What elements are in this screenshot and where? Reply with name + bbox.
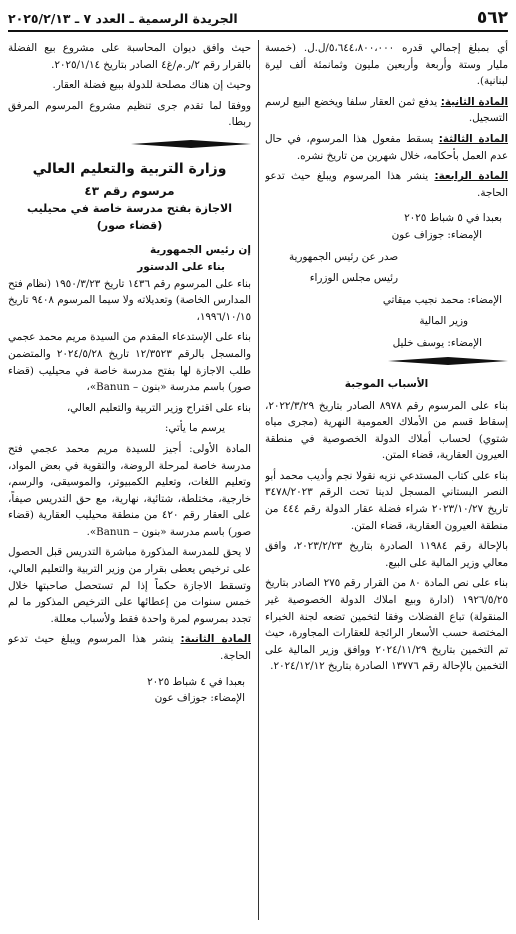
ministry-title: وزارة التربية والتعليم العالي <box>32 160 227 177</box>
continuation-paragraph: ووفقا لما تقدم جرى تنظيم مشروع المرسوم المرفق ربطا. <box>8 99 251 129</box>
article-2: المادة الثانية: ينشر هذا المرسوم ويبلغ حيث تدعو الحاجة. <box>8 633 251 663</box>
page-header <box>8 6 508 32</box>
decree-subject: الاجازة بفتح مدرسة خاصة في محيليب <box>27 201 232 215</box>
preamble-paragraph: بناء على المرسوم رقم ١٤٣٦ تاريخ ١٩٥٠/٣/٢٣ (نظام فتح المدارس الخاصة) وتعديلاته ولا سيما المرسوم ٩٤٠٨ تاريخ ١٩٩٦/١٠/١٥، <box>8 277 251 323</box>
decree-area: (قضاء صور) <box>96 218 163 232</box>
decrees-line: يرسم ما يأتي: <box>164 422 225 435</box>
decree-date: بعبدا في ٤ شباط ٢٠٢٥ <box>147 675 245 688</box>
president-line: إن رئيس الجمهورية <box>149 243 251 256</box>
president-signature: الإمضاء: جوزاف عون <box>391 228 482 241</box>
page-number: ٥٦٢ <box>476 8 508 28</box>
president-signature: الإمضاء: جوزاف عون <box>154 692 245 705</box>
article-label: المادة الثانية: <box>180 633 251 646</box>
reasons-paragraph: بناء على المرسوم رقم ٨٩٧٨ الصادر بتاريخ ٢٠٢٢/٣/٢٩، إسقاط قسم من الأملاك العمومية النهرية (مجرى مياه شتوي) لحساب أملاك الدولة الخصوصية في منطقة العيرون العقارية، قضاء المتن. <box>265 399 508 462</box>
amount-paragraph: أي بمبلغ إجمالي قدره ٥،٦٤٤،٨٠٠،٠٠٠/ل.ل. (خمسة مليار وستة وأربعة وأربعين مليون وثمانمئة ألف ليرة لبنانية). <box>265 42 508 88</box>
reasons-paragraph: بالإحالة رقم ١١٩٨٤ الصادرة بتاريخ ٢٠٢٣/٢/٢٣، وافق معالي وزير المالية على البيع. <box>265 540 508 569</box>
article-1: المادة الأولى: أجيز للسيدة مريم محمد عجمي فتح مدرسة خاصة لمرحلة الروضة، والتقوية في بعض المواد، وتعليم اللغات، وتعليم الكمبيوتر، والموسيقى، والرسم، خارجية، مختلطة، شتائية، نهارية، مع حق التدريس صيفاً، على العقار رقم ٤٢٠ من منطقة محيليب العقارية (قضاء صور) باسم مدرسة «بنون – Banun». <box>8 442 251 538</box>
gazette-title: الجريدة الرسمية ـ العدد ٧ ـ ٢٠٢٥/٢/١٣ <box>8 10 238 26</box>
preamble-paragraph: بناء على اقتراح وزير التربية والتعليم العالي، <box>66 401 251 414</box>
reasons-title: الأسباب الموجبة <box>344 377 429 390</box>
reasons-paragraph: بناء على نص المادة ٨٠ من القرار رقم ٢٧٥ الصادر بتاريخ ١٩٢٦/٥/٢٥ (ادارة وبيع املاك الدولة الخصوصية غير المنقولة) تباع الفضلات وفقا لتخمين تضعه لجنة الخبراء المختصة حسب الأسعار الرائجة للعقارات المجاورة، حيث تم التخمين بتاريخ ٢٠٢٤/١١/٢٩ ووافق وزير المالية على التخمين بالإحالة رقم ١٣٧٧٦ الصادرة بتاريخ ٢٠٢٤/١٢/١٢. <box>265 577 508 673</box>
decree-date: بعبدا في ٥ شباط ٢٠٢٥ <box>404 212 502 225</box>
article-label: المادة الثالثة: <box>438 132 508 145</box>
column-divider <box>258 40 259 920</box>
article-4: المادة الرابعة: ينشر هذا المرسوم ويبلغ حيث تدعو الحاجة. <box>265 170 508 199</box>
issued-by: صدر عن رئيس الجمهورية <box>288 250 398 263</box>
article-label: المادة الثانية: <box>440 95 508 108</box>
article-2: المادة الثانية: يدفع ثمن العقار سلفا ويخضع البيع لرسم التسجيل. <box>265 95 508 125</box>
continuation-paragraph: وحيث إن هناك مصلحة للدولة ببيع فضلة العقار. <box>52 79 251 92</box>
article-3: المادة الثالثة: يسقط مفعول هذا المرسوم، في حال عدم العمل بأحكامه، خلال شهرين من تاريخ نشره. <box>265 132 508 162</box>
pm-signature: الإمضاء: محمد نجيب ميقاتي <box>382 293 502 306</box>
preamble-paragraph: بناء على الإستدعاء المقدم من السيدة مريم محمد عجمي والمسجل بالرقم ١٢/٣٥٢٣ تاريخ ٢٠٢٤/٥/٢٨ والمتضمن طلب الاجازة لها بفتح مدرسة خاصة في محيليب (قضاء صور) باسم مدرسة «بنون – Banun»، <box>8 331 251 394</box>
article-1-continued: لا يحق للمدرسة المذكورة مباشرة التدريس قبل الحصول على ترخيص يعطى بقرار من وزير التربية والتعليم العالي، وتسقط الاجازة حكماً إذا لم تستحصل صاحبتها خلال خمس سنوات من إعطائها على الترخيص المذكور ما لم تجدد بمرسوم لمرة واحدة فقط ولأسباب معللة. <box>8 546 251 625</box>
article-label: المادة الرابعة: <box>434 170 508 183</box>
decree-number: مرسوم رقم ٤٣ <box>84 183 175 198</box>
continuation-paragraph: حيث وافق ديوان المحاسبة على مشروع بيع الفضلة بالقرار رقم ٢/ر.م/غ٤ الصادر بتاريخ ٢٠٢٥/١/١٤. <box>8 42 251 71</box>
finance-signature: الإمضاء: يوسف خليل <box>392 336 482 349</box>
finance-title: وزير المالية <box>419 315 468 328</box>
ornament-divider <box>131 139 251 149</box>
right-column <box>265 40 508 920</box>
left-column <box>8 40 251 920</box>
ornament-divider <box>388 356 508 366</box>
reasons-paragraph: بناء على كتاب المستدعي نزيه نقولا نجم وأديب محمد أبو النصر البستاني المسجل لدينا تحت الرقم ٣٤٧٨/٢٠٢٣ تاريخ ٢٠٢٣/١٠/٢٧ شراء فضلة عقار الدولة رقم ٤٤٤ من منطقة العيرون العقارية، قضاء المتن. <box>265 469 508 532</box>
constitution-line: بناء على الدستور <box>137 260 225 273</box>
pm-title: رئيس مجلس الوزراء <box>309 272 398 285</box>
